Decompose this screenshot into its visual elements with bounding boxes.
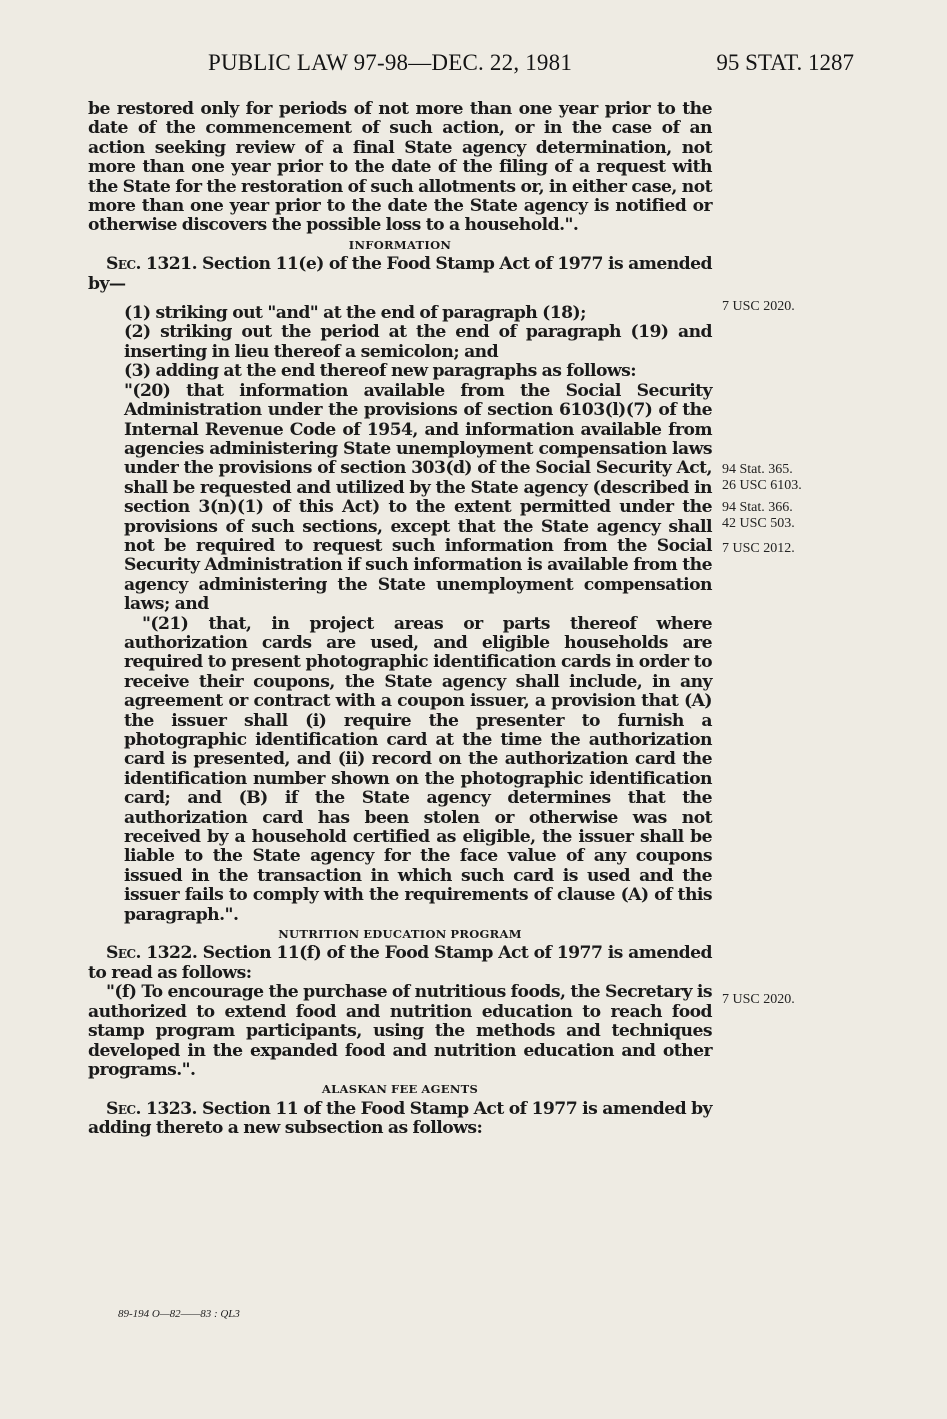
body-text xyxy=(88,100,712,1139)
heading-information: INFORMATION xyxy=(348,237,452,252)
paragraph-21: "(21) that, in project areas or parts thereof where authorization cards are used, and eligible households are required to present photographic identification cards in order to receive their coupons, the State agency shall include, in any agreement or contract with a coupon issuer, a provision that (A) the issuer shall (i) require the presenter to furnish a photographic identification card at the time the authorization card is presented, and (ii) record on the authorization card the identification number shown on the photographic identification card; and (B) if the State agency determines that the authorization card has been stolen or otherwise was not received by a household certified as eligible, the issuer shall be liable to the State agency for the face value of any coupons issued in the transaction in which such card is used and the issuer fails to comply with the requirements of clause (A) of this paragraph.". xyxy=(124,613,712,925)
margin-note-7usc2020: 7 USC 2020. xyxy=(722,299,795,314)
section-1322 xyxy=(88,944,712,983)
subsection-f: "(f) To encourage the purchase of nutritious foods, the Secretary is authorized to extend food and nutrition education to reach food stamp program participants, using the methods and techniques developed in the expanded food and nutrition education and other programs.". xyxy=(88,982,712,1080)
margin-note-42usc503: 42 USC 503. xyxy=(722,516,795,531)
paragraph-20: "(20) that information available from the Social Security Administration under the provisions of section 6103(l)(7) of the Internal Revenue Code of 1954, and information available from agencies administering State unemployment compensation laws under the provisions of section 303(d) of the Social Security Act, shall be requested and utilized by the State agency (described in section 3(n)(1) of this Act) to the extent permitted under the provisions of such sections, except that the State agency shall not be required to request such information from the Social Security Administration if such information is available from the agency administering the State unemployment compensation laws; and xyxy=(124,380,712,615)
item-3: (3) adding at the end thereof new paragraphs as follows: xyxy=(124,361,637,382)
margin-note-7usc2012: 7 USC 2012. xyxy=(722,541,795,556)
item-2: (2) striking out the period at the end of paragraph (19) and inserting in lieu thereof a semicolon; and xyxy=(124,322,712,362)
header-stat-citation: 95 STAT. 1287 xyxy=(716,50,854,75)
sec-label: Sec. xyxy=(106,254,141,275)
margin-note-94stat365: 94 Stat. 365. xyxy=(722,462,793,477)
sec-label: Sec. xyxy=(106,943,141,964)
section-1322-text: 1322. Section 11(f) of the Food Stamp Act of 1977 is amended to read as follows: xyxy=(88,943,712,983)
heading-alaskan-fee-agents: ALASKAN FEE AGENTS xyxy=(321,1082,479,1097)
section-1321-text: 1321. Section 11(e) of the Food Stamp Act of 1977 is amended by— xyxy=(88,254,712,294)
page-header xyxy=(0,50,947,84)
continuation-paragraph: be restored only for periods of not more than one year prior to the date of the commencement of such action, or in the case of an action seeking review of a final State agency determination, not more than one year prior to the date of the filing of a request with the State for the restoration of such allotments or, in either case, not more than one year prior to the date the State agency is notified or otherwise discovers the possible loss to a household.". xyxy=(88,99,712,236)
margin-note-7usc2020-b: 7 USC 2020. xyxy=(722,992,795,1007)
header-title: PUBLIC LAW 97-98—DEC. 22, 1981 xyxy=(207,50,573,75)
heading-nutrition-education: NUTRITION EDUCATION PROGRAM xyxy=(278,927,522,942)
margin-note-26usc6103: 26 USC 6103. xyxy=(722,478,802,493)
section-1323-text: 1323. Section 11 of the Food Stamp Act of 1977 is amended by adding thereto a new subsection as follows: xyxy=(88,1098,712,1139)
section-1321 xyxy=(88,255,712,294)
sec-label: Sec. xyxy=(106,1098,141,1119)
section-1323 xyxy=(88,1100,712,1139)
printing-code: 89-194 O—82——83 : QL3 xyxy=(118,1308,240,1320)
item-1: (1) striking out "and" at the end of paragraph (18); xyxy=(124,303,586,324)
margin-note-94stat366: 94 Stat. 366. xyxy=(722,500,793,515)
